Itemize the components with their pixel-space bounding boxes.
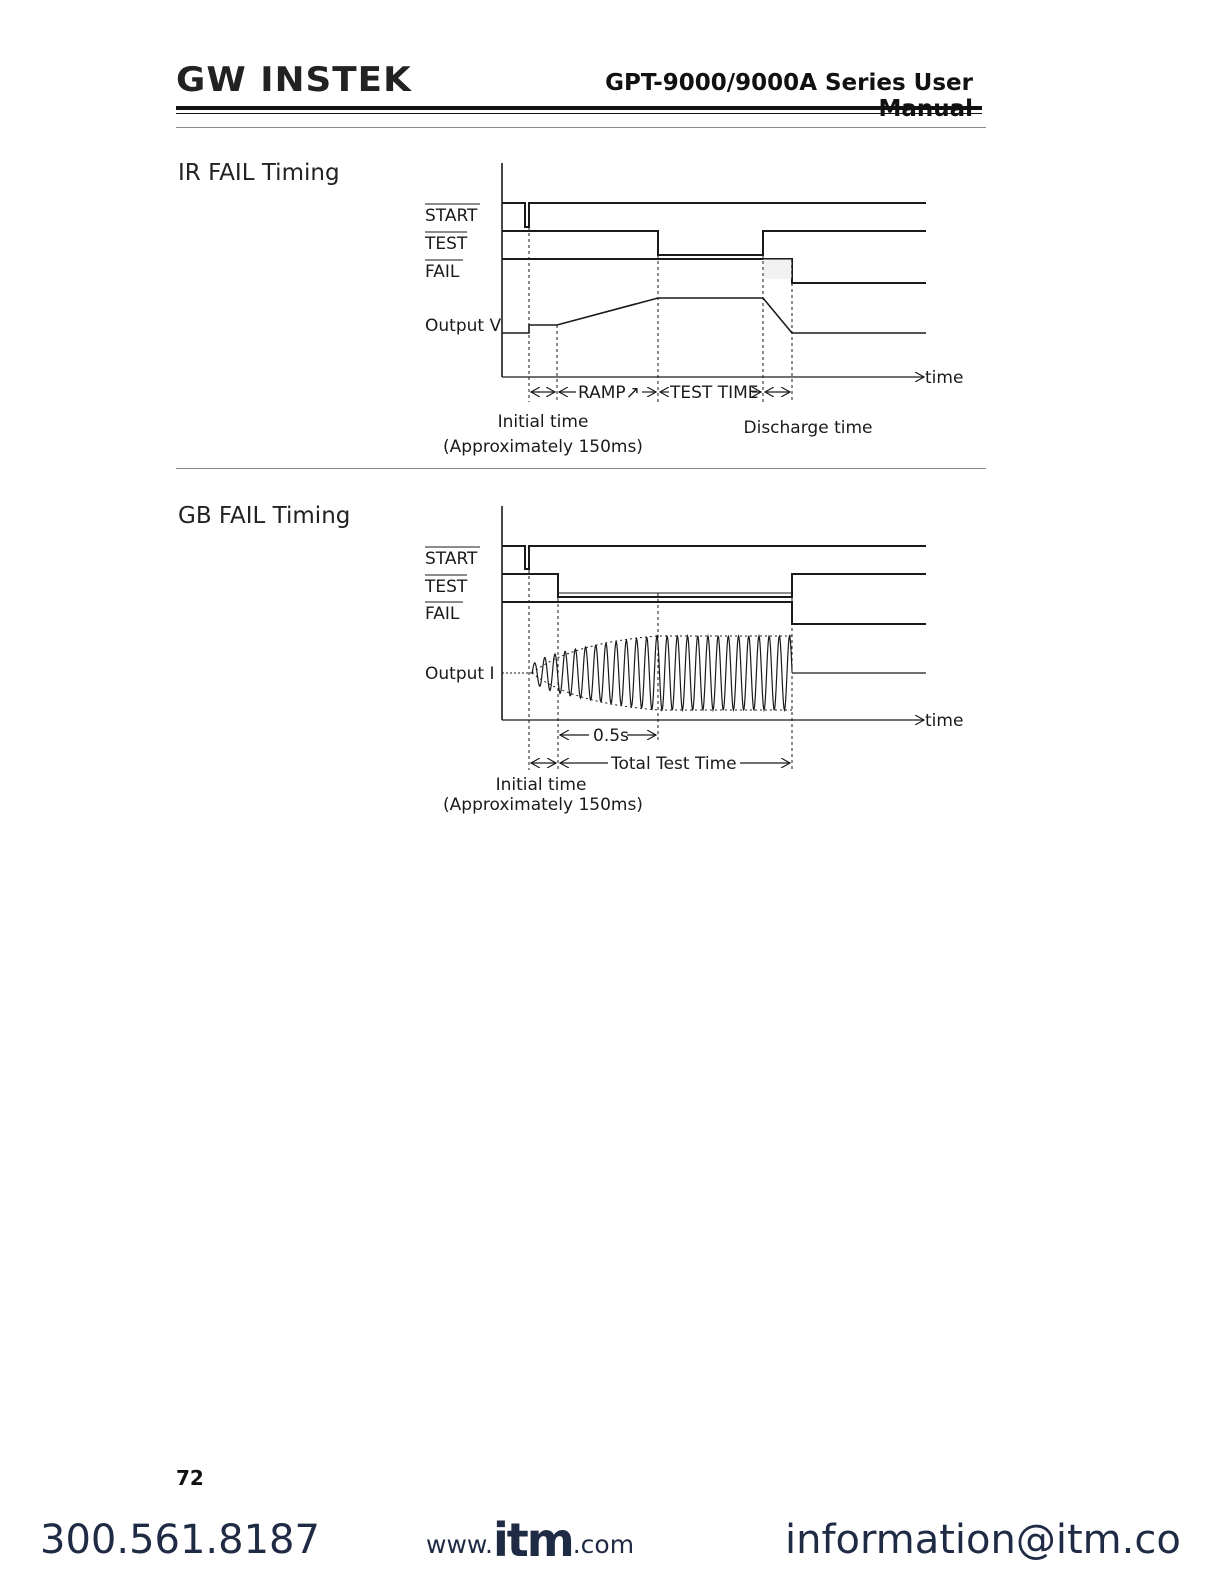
fail-signal-label: FAIL [425, 604, 460, 624]
test-signal-label: TEST [425, 234, 468, 254]
footer-web-suffix: .com [572, 1530, 635, 1559]
initial-time-note: (Approximately 150ms) [443, 437, 643, 457]
output-v-label: Output V [425, 316, 502, 336]
ramp-label: RAMP↗ [578, 383, 640, 403]
gw-instek-logo: GW INSTEK [176, 60, 412, 100]
footer-email[interactable]: information@itm.co [785, 1517, 1181, 1563]
section-divider [176, 468, 986, 469]
timing-markers [529, 203, 792, 402]
footer-web-prefix: www. [426, 1530, 493, 1559]
fail-waveform [502, 602, 926, 624]
discharge-time-label: Discharge time [743, 418, 873, 438]
section-divider [176, 127, 986, 128]
fail-shade [763, 259, 792, 279]
timing-markers [529, 546, 792, 770]
start-signal-label: START [425, 549, 478, 569]
initial-time-note: (Approximately 150ms) [443, 795, 643, 815]
time-axis-label: time [925, 711, 964, 731]
initial-time-label: Initial time [497, 412, 589, 432]
start-signal-label: START [425, 206, 478, 226]
output-v-waveform [502, 298, 926, 333]
test-waveform [502, 574, 926, 597]
total-test-time-label: Total Test Time [611, 754, 737, 774]
output-i-label: Output I [425, 664, 495, 684]
footer-website[interactable] [426, 1513, 635, 1567]
page-number: 72 [176, 1466, 204, 1490]
ir-fail-title: IR FAIL Timing [178, 160, 340, 186]
envelope-upper [532, 636, 792, 673]
itm-logo: itm [493, 1513, 573, 1567]
header-rule-thin [176, 113, 982, 114]
fail-signal-label: FAIL [425, 262, 460, 282]
fail-waveform [502, 259, 926, 283]
start-waveform [502, 203, 926, 227]
footer-phone: 300.561.8187 [40, 1517, 320, 1563]
header-rule [176, 106, 982, 110]
test-time-label: TEST TIME [670, 383, 759, 403]
test-signal-label: TEST [425, 577, 468, 597]
ir-fail-timing-diagram [410, 150, 980, 470]
time-axis-label: time [925, 368, 964, 388]
start-waveform [502, 546, 926, 569]
half-second-label: 0.5s [593, 726, 629, 746]
output-i-waveform [532, 636, 792, 710]
test-waveform [502, 231, 926, 255]
gb-fail-title: GB FAIL Timing [178, 503, 351, 529]
manual-title: GPT-9000/9000A Series User [605, 70, 973, 96]
gb-fail-timing-diagram [410, 493, 980, 823]
initial-time-label: Initial time [495, 775, 587, 795]
